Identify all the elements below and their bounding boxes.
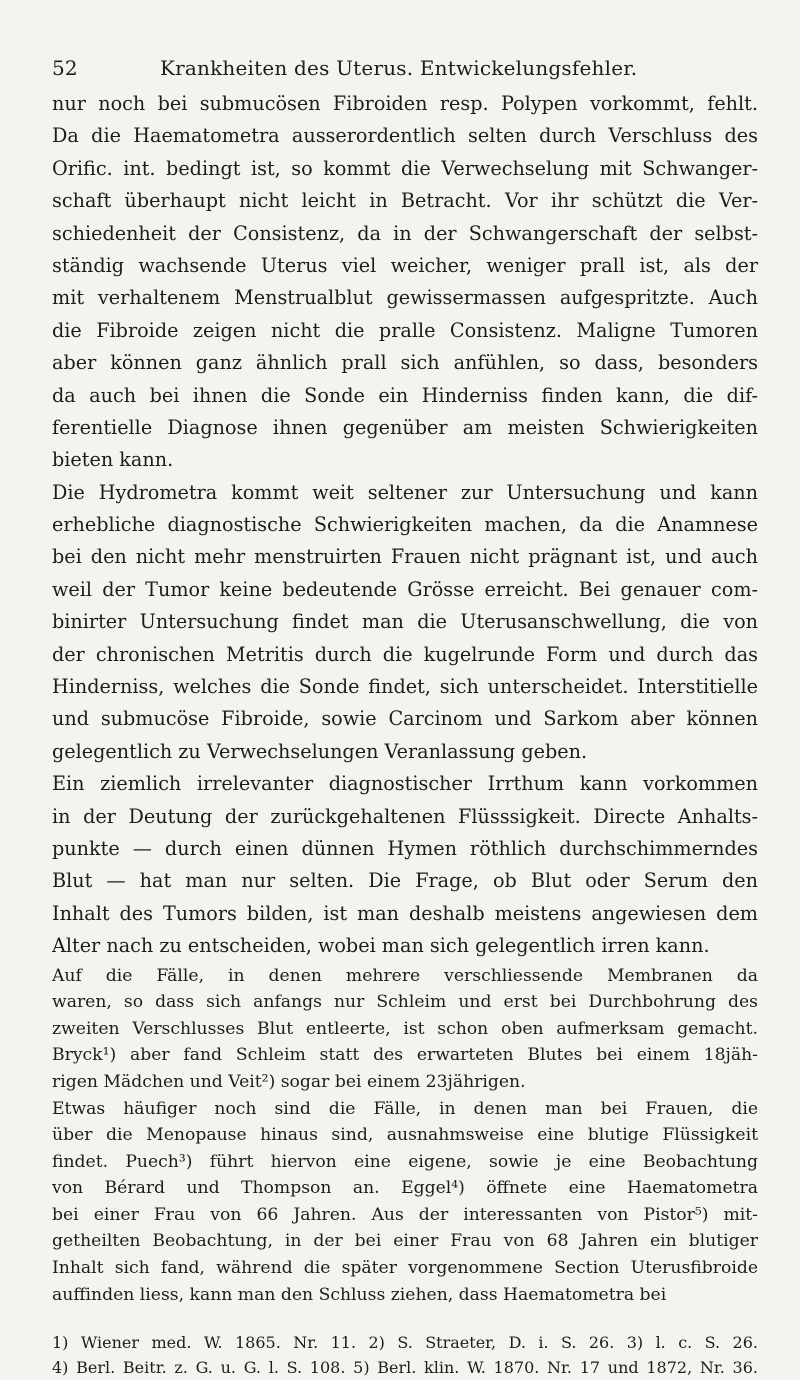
text-line: über die Menopause hinaus sind, ausnahmsweise eine blutige Flüssigkeit xyxy=(52,1125,758,1146)
text-line: ferentielle Diagnose ihnen gegenüber am meisten Schwierigkeiten xyxy=(52,415,758,439)
text-line: in der Deutung der zurückgehaltenen Flüsssigkeit. Directe Anhalts- xyxy=(52,804,758,828)
text-line: bieten kann. xyxy=(52,448,174,472)
text-line: waren, so dass sich anfangs nur Schleim und erst bei Durchbohrung des xyxy=(52,992,758,1013)
main-paragraph xyxy=(52,477,758,769)
text-line: Ein ziemlich irrelevanter diagnostischer Irrthum kann vorkommen xyxy=(52,772,758,796)
text-line: Alter nach zu entscheiden, wobei man sich gelegentlich irren kann. xyxy=(52,934,710,958)
text-line: Hinderniss, welches die Sonde findet, sich unterscheidet. Interstitielle xyxy=(52,675,758,699)
main-paragraph xyxy=(52,88,758,477)
page-number: 52 xyxy=(52,56,78,80)
text-line: zweiten Verschlusses Blut entleerte, ist schon oben aufmerksam gemacht. xyxy=(52,1018,758,1039)
text-line: da auch bei ihnen die Sonde ein Hinderniss finden kann, die dif- xyxy=(52,383,758,407)
text-line: ständig wachsende Uterus viel weicher, weniger prall ist, als der xyxy=(52,253,758,277)
text-line: Etwas häufiger noch sind die Fälle, in denen man bei Frauen, die xyxy=(52,1098,758,1119)
text-line: Inhalt sich fand, während die später vorgenommene Section Uterusfibroide xyxy=(52,1258,758,1279)
small-print-paragraph xyxy=(52,963,758,1096)
text-line: getheilten Beobachtung, in der bei einer Frau von 68 Jahren ein blutiger xyxy=(52,1231,758,1252)
text-line: auffinden liess, kann man den Schluss ziehen, dass Haematometra bei xyxy=(52,1284,667,1305)
text-line: rigen Mädchen und Veit²) sogar bei einem 23jährigen. xyxy=(52,1071,526,1092)
text-line: Orific. int. bedingt ist, so kommt die Verwechselung mit Schwanger- xyxy=(52,156,758,180)
body-text xyxy=(52,88,758,1308)
small-print-text xyxy=(52,963,758,1309)
text-line: binirter Untersuchung findet man die Uterusanschwellung, die von xyxy=(52,610,758,634)
main-paragraph xyxy=(52,768,758,962)
text-line: der chronischen Metritis durch die kugelrunde Form und durch das xyxy=(52,642,758,666)
footnote-line: 4) Berl. Beitr. z. G. u. G. l. S. 108. 5) Berl. klin. W. 1870. Nr. 17 und 1872, Nr. 36. xyxy=(52,1358,758,1378)
text-line: die Fibroide zeigen nicht die pralle Consistenz. Maligne Tumoren xyxy=(52,318,758,342)
text-line: erhebliche diagnostische Schwierigkeiten machen, da die Anamnese xyxy=(52,513,758,537)
footnotes xyxy=(52,1330,758,1380)
text-line: aber können ganz ähnlich prall sich anfühlen, so dass, besonders xyxy=(52,351,758,375)
small-print-paragraph xyxy=(52,1096,758,1309)
text-line: bei den nicht mehr menstruirten Frauen nicht prägnant ist, und auch xyxy=(52,545,758,569)
text-line: schaft überhaupt nicht leicht in Betracht. Vor ihr schützt die Ver- xyxy=(52,189,758,213)
text-line: gelegentlich zu Verwechselungen Veranlassung geben. xyxy=(52,739,588,763)
main-text xyxy=(52,88,758,963)
text-line: weil der Tumor keine bedeutende Grösse erreicht. Bei genauer com- xyxy=(52,577,758,601)
text-line: und submucöse Fibroide, sowie Carcinom und Sarkom aber können xyxy=(52,707,758,731)
text-line: Bryck¹) aber fand Schleim statt des erwarteten Blutes bei einem 18jäh- xyxy=(52,1045,758,1066)
text-line: bei einer Frau von 66 Jahren. Aus der interessanten von Pistor⁵) mit- xyxy=(52,1204,758,1225)
text-line: punkte — durch einen dünnen Hymen röthlich durchschimmerndes xyxy=(52,836,758,860)
text-line: schiedenheit der Consistenz, da in der Schwangerschaft der selbst- xyxy=(52,221,758,245)
text-line: von Bérard und Thompson an. Eggel⁴) öffnete eine Haematometra xyxy=(52,1178,758,1199)
text-line: nur noch bei submucösen Fibroiden resp. Polypen vorkommt, fehlt. xyxy=(52,92,758,115)
running-title: Krankheiten des Uterus. Entwickelungsfehler. xyxy=(160,56,638,80)
text-line: Auf die Fälle, in denen mehrere verschliessende Membranen da xyxy=(52,965,758,986)
book-page xyxy=(52,44,758,1380)
text-line: Blut — hat man nur selten. Die Frage, ob Blut oder Serum den xyxy=(52,869,758,893)
footnote-line: 1) Wiener med. W. 1865. Nr. 11. 2) S. Straeter, D. i. S. 26. 3) l. c. S. 26. xyxy=(52,1333,758,1353)
text-line: Da die Haematometra ausserordentlich selten durch Verschluss des xyxy=(52,124,758,148)
text-line: Inhalt des Tumors bilden, ist man deshalb meistens angewiesen dem xyxy=(52,901,758,925)
text-line: Die Hydrometra kommt weit seltener zur Untersuchung und kann xyxy=(52,480,758,504)
text-line: mit verhaltenem Menstrualblut gewissermassen aufgespritzte. Auch xyxy=(52,286,758,310)
text-line: findet. Puech³) führt hiervon eine eigene, sowie je eine Beobachtung xyxy=(52,1151,758,1172)
page-header xyxy=(52,44,758,78)
